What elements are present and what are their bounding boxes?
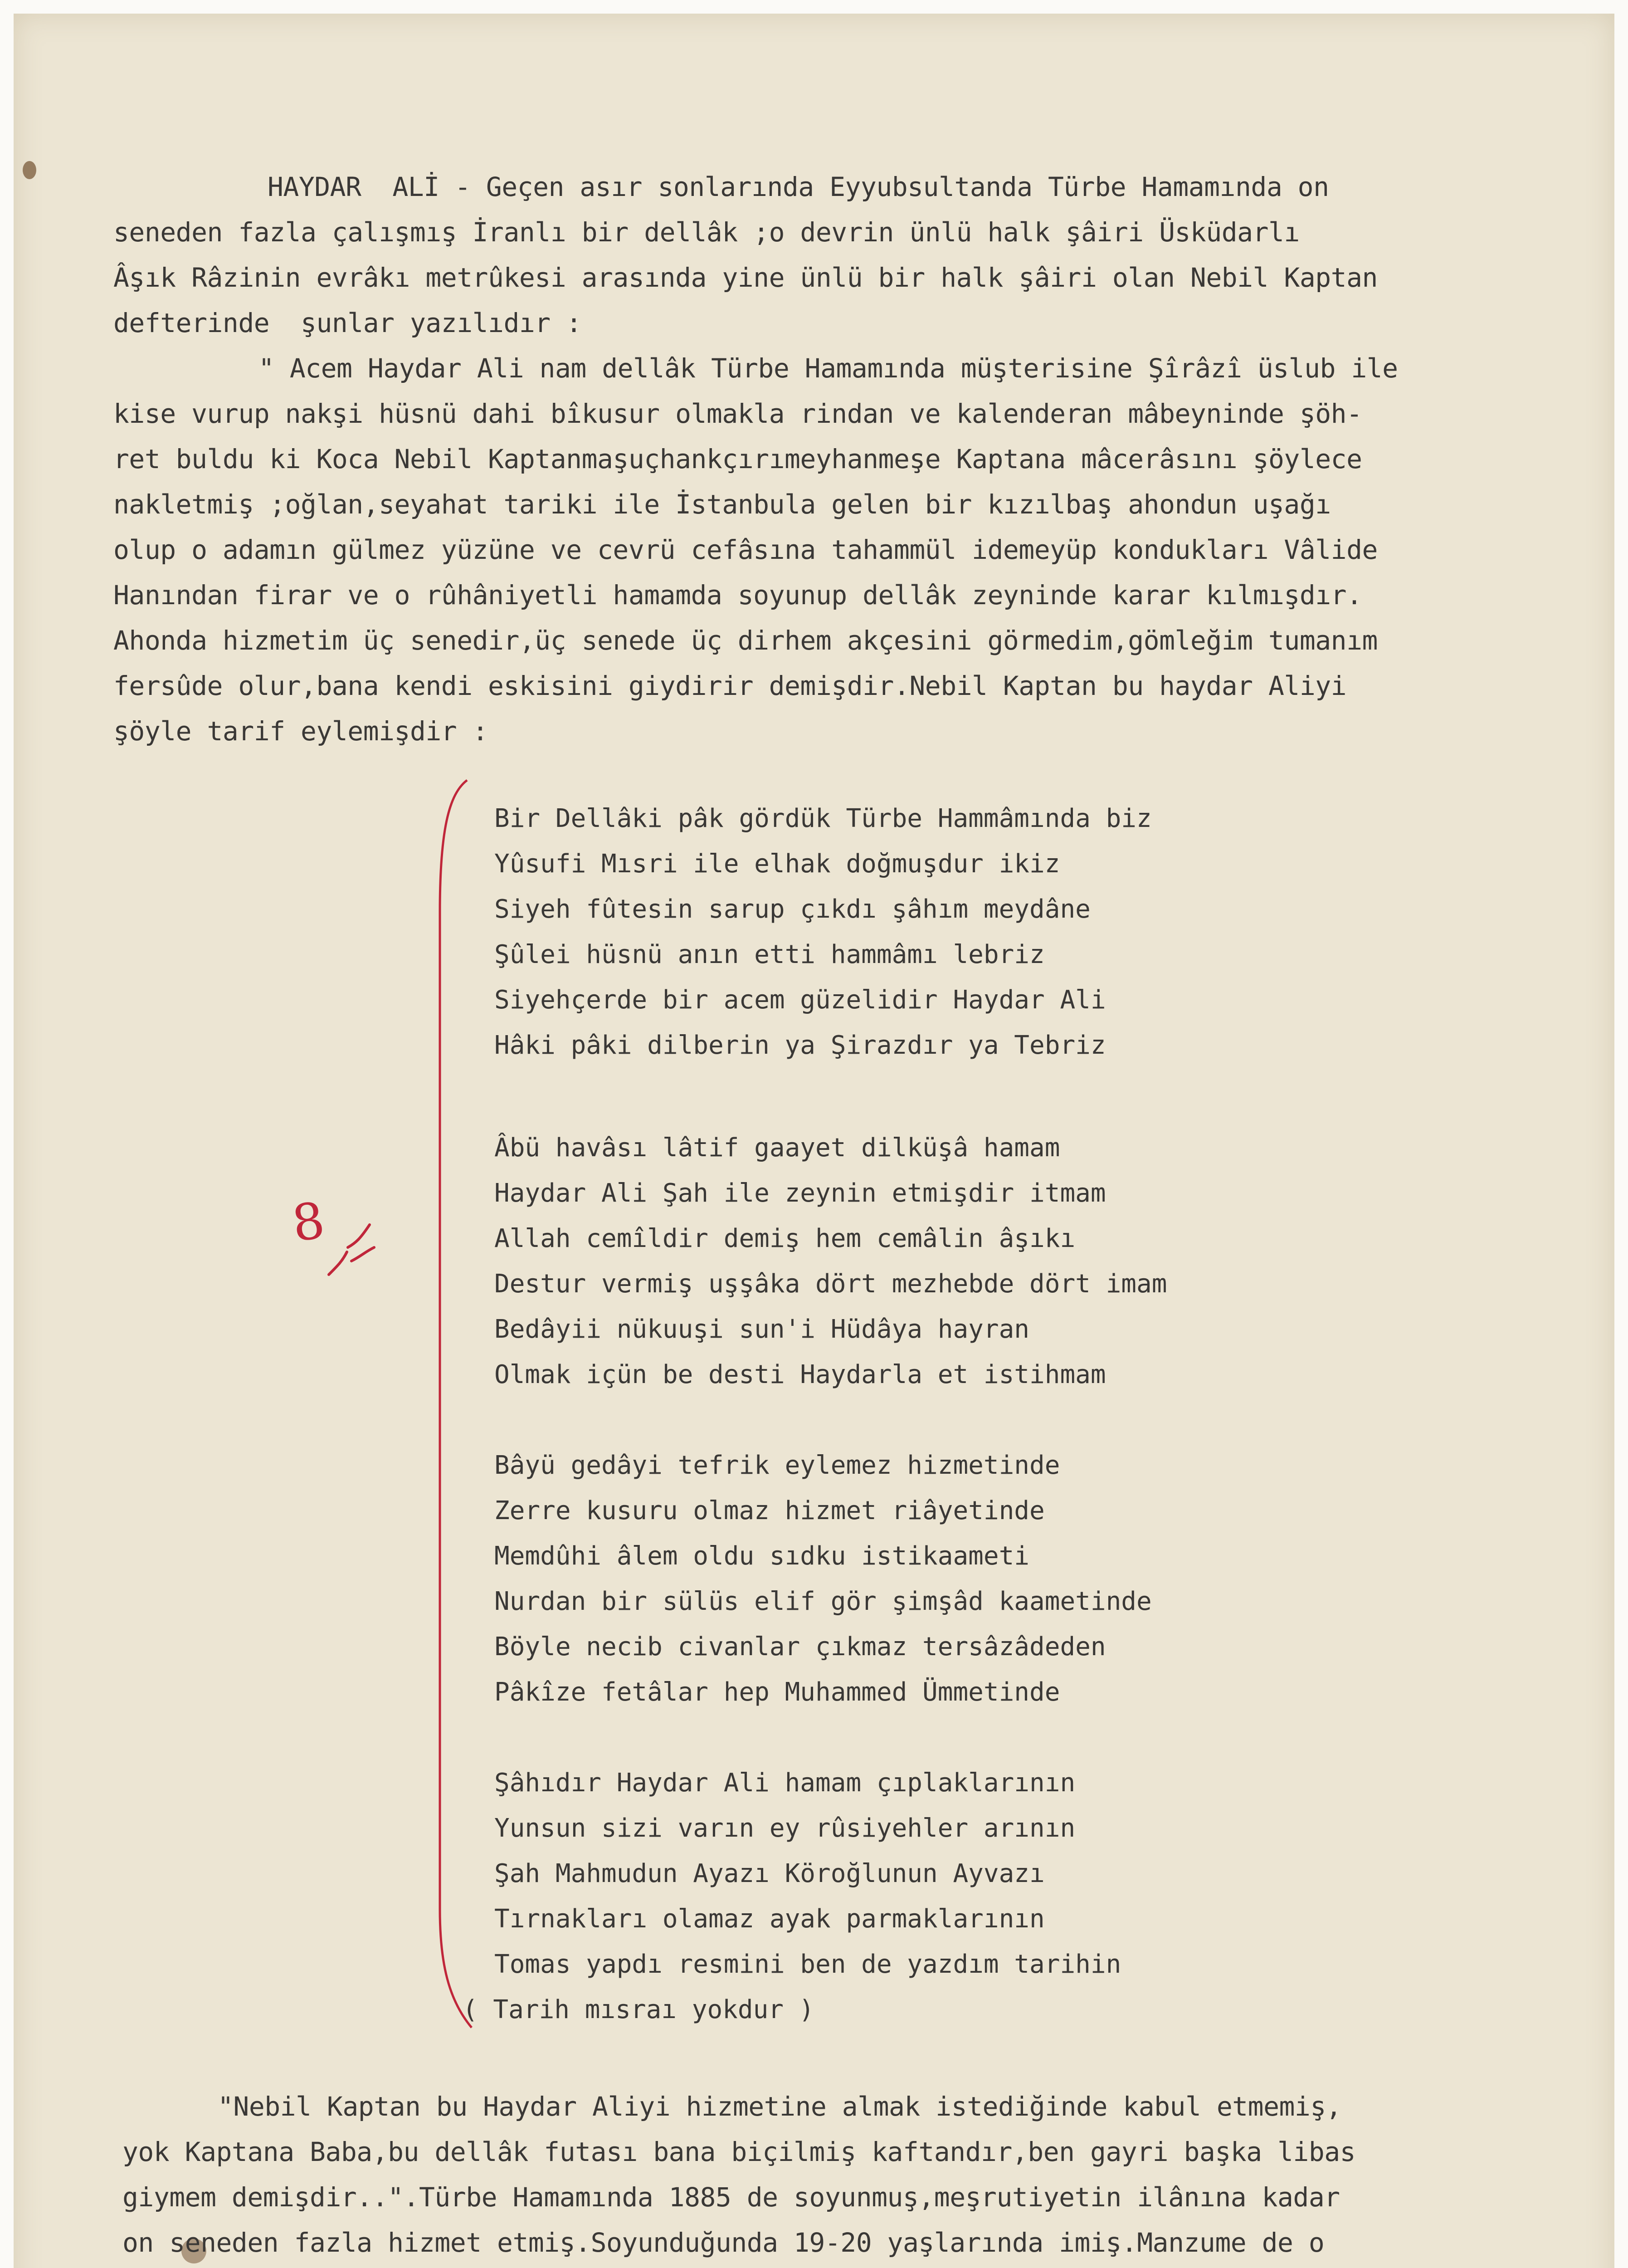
poem-line: Allah cemîldir demiş hem cemâlin âşıkı bbox=[494, 1224, 1076, 1253]
poem-line: Böyle necib civanlar çıkmaz tersâzâdeden bbox=[494, 1632, 1106, 1662]
intro-line-7: ret buldu ki Koca Nebil Kaptanmaşuçhankçırımeyhanmeşe Kaptana mâcerâsını şöylece bbox=[113, 444, 1362, 474]
intro-line-12: fersûde olur,bana kendi eskisini giydirir demişdir.Nebil Kaptan bu haydar Aliyi bbox=[113, 670, 1347, 701]
intro-line-3: Âşık Râzinin evrâkı metrûkesi arasında yine ünlü bir halk şâiri olan Nebil Kaptan bbox=[113, 262, 1378, 293]
poem-line: Destur vermiş uşşâka dört mezhebde dört imam bbox=[494, 1269, 1167, 1299]
poem-line: Bâyü gedâyi tefrik eylemez hizmetinde bbox=[494, 1451, 1060, 1480]
intro-line-6: kise vurup nakşi hüsnü dahi bîkusur olmakla rindan ve kalenderan mâbeyninde şöh- bbox=[113, 398, 1362, 429]
poem-line: Hâki pâki dilberin ya Şirazdır ya Tebriz bbox=[494, 1031, 1106, 1060]
typewritten-text bbox=[14, 14, 1614, 2268]
closing-line-2: yok Kaptana Baba,bu dellâk futası bana biçilmiş kaftandır,ben gayri başka libas bbox=[122, 2136, 1356, 2167]
poem-line: Haydar Ali Şah ile zeynin etmişdir itmam bbox=[494, 1178, 1106, 1208]
document-page bbox=[14, 14, 1614, 2268]
closing-line-1: "Nebil Kaptan bu Haydar Aliyi hizmetine almak istediğinde kabul etmemiş, bbox=[218, 2091, 1342, 2122]
poem-line: Şah Mahmudun Ayazı Köroğlunun Ayvazı bbox=[494, 1859, 1045, 1888]
poem-line: Tırnakları olamaz ayak parmaklarının bbox=[494, 1904, 1045, 1934]
poem-line: Nurdan bir sülüs elif gör şimşâd kaametinde bbox=[494, 1587, 1152, 1616]
intro-line-10: Hanından firar ve o rûhâniyetli hamamda soyunup dellâk zeyninde karar kılmışdır. bbox=[113, 580, 1362, 611]
closing-line-3: giymem demişdir..".Türbe Hamamında 1885 de soyunmuş,meşrutiyetin ilânına kadar bbox=[122, 2182, 1340, 2213]
poem-line: Şâhıdır Haydar Ali hamam çıplaklarının bbox=[494, 1768, 1076, 1798]
poem-line: Tomas yapdı resmini ben de yazdım tarihin bbox=[494, 1950, 1121, 1979]
poem-line: Yûsufi Mısri ile elhak doğmuşdur ikiz bbox=[494, 849, 1060, 879]
poem-line: Siyehçerde bir acem güzelidir Haydar Ali bbox=[494, 985, 1106, 1015]
poem-line: Âbü havâsı lâtif gaayet dilküşâ hamam bbox=[494, 1133, 1060, 1163]
poem-line: Memdûhi âlem oldu sıdku istikaameti bbox=[494, 1541, 1030, 1571]
poem-line: Zerre kusuru olmaz hizmet riâyetinde bbox=[494, 1496, 1045, 1525]
poem-line: Bir Dellâki pâk gördük Türbe Hammâmında biz bbox=[494, 804, 1152, 833]
poem-line: Bedâyii nükuuşi sun'i Hüdâya hayran bbox=[494, 1315, 1030, 1344]
intro-line-1: HAYDAR ALİ - Geçen asır sonlarında Eyyubsultanda Türbe Hamamında on bbox=[268, 171, 1329, 202]
intro-line-13: şöyle tarif eylemişdir : bbox=[113, 716, 488, 747]
intro-line-11: Ahonda hizmetim üç senedir,üç senede üç dirhem akçesini görmedim,gömleğim tumanım bbox=[113, 625, 1378, 656]
intro-line-9: olup o adamın gülmez yüzüne ve cevrü cefâsına tahammül idemeyüp kondukları Vâlide bbox=[113, 534, 1378, 565]
intro-line-4: defterinde şunlar yazılıdır : bbox=[113, 308, 582, 338]
poem-line: ( Tarih mısraı yokdur ) bbox=[463, 1995, 814, 2024]
poem-line: Olmak içün be desti Haydarla et istihmam bbox=[494, 1360, 1106, 1389]
closing-line-4: on seneden fazla hizmet etmiş.Soyunduğunda 19-20 yaşlarında imiş.Manzume de o bbox=[122, 2227, 1325, 2258]
poem-line: Yunsun sizi varın ey rûsiyehler arının bbox=[494, 1813, 1076, 1843]
intro-line-8: nakletmiş ;oğlan,seyahat tariki ile İstanbula gelen bir kızılbaş ahondun uşağı bbox=[113, 489, 1331, 520]
poem-line: Pâkîze fetâlar hep Muhammed Ümmetinde bbox=[494, 1677, 1060, 1707]
intro-line-5: " Acem Haydar Ali nam dellâk Türbe Hamamında müşterisine Şîrâzî üslub ile bbox=[258, 353, 1398, 384]
poem-line: Şûlei hüsnü anın etti hammâmı lebriz bbox=[494, 940, 1045, 969]
margin-number: 8 bbox=[288, 1191, 328, 1253]
poem-line: Siyeh fûtesin sarup çıkdı şâhım meydâne bbox=[494, 894, 1091, 924]
intro-line-2: seneden fazla çalışmış İranlı bir dellâk ;o devrin ünlü halk şâiri Üsküdarlı bbox=[113, 217, 1300, 248]
